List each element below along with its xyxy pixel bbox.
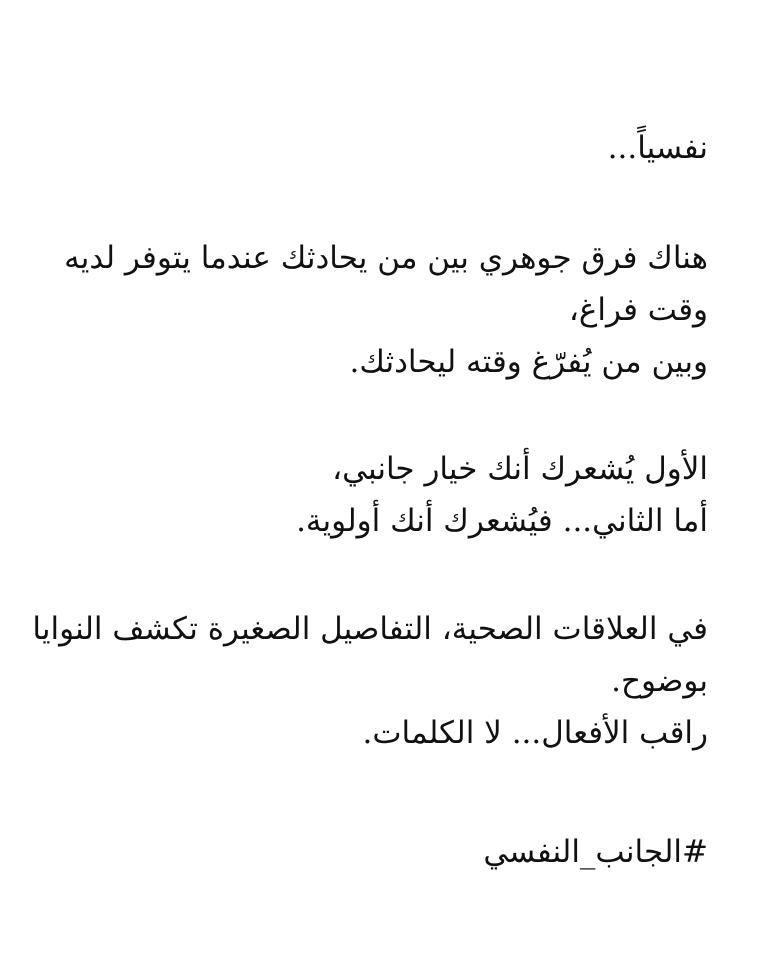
paragraph-1-line-2: وقت فراغ،: [568, 292, 708, 328]
hashtag-text: #الجانب_النفسي: [483, 834, 708, 870]
hashtag: [58, 826, 708, 878]
paragraph-1: [58, 232, 708, 388]
paragraph-2: [58, 443, 708, 547]
paragraph-2-line-2: أما الثاني... فيُشعرك أنك أولوية.: [296, 503, 708, 539]
paragraph-3-line-1: في العلاقات الصحية، التفاصيل الصغيرة تكشف النوايا: [32, 611, 708, 647]
paragraph-3-line-2: بوضوح.: [611, 663, 708, 699]
paragraph-1-line-1: هناك فرق جوهري بين من يحادثك عندما يتوفر لديه: [64, 240, 708, 276]
paragraph-2-line-1: الأول يُشعرك أنك خيار جانبي،: [332, 451, 708, 487]
title-text: نفسياً...: [607, 130, 708, 166]
paragraph-3-line-3: راقب الأفعال... لا الكلمات.: [362, 715, 708, 751]
paragraph-1-line-3: وبين من يُفرّغ وقته ليحادثك.: [349, 344, 708, 380]
title: [58, 122, 708, 174]
paragraph-3: [32, 603, 708, 759]
